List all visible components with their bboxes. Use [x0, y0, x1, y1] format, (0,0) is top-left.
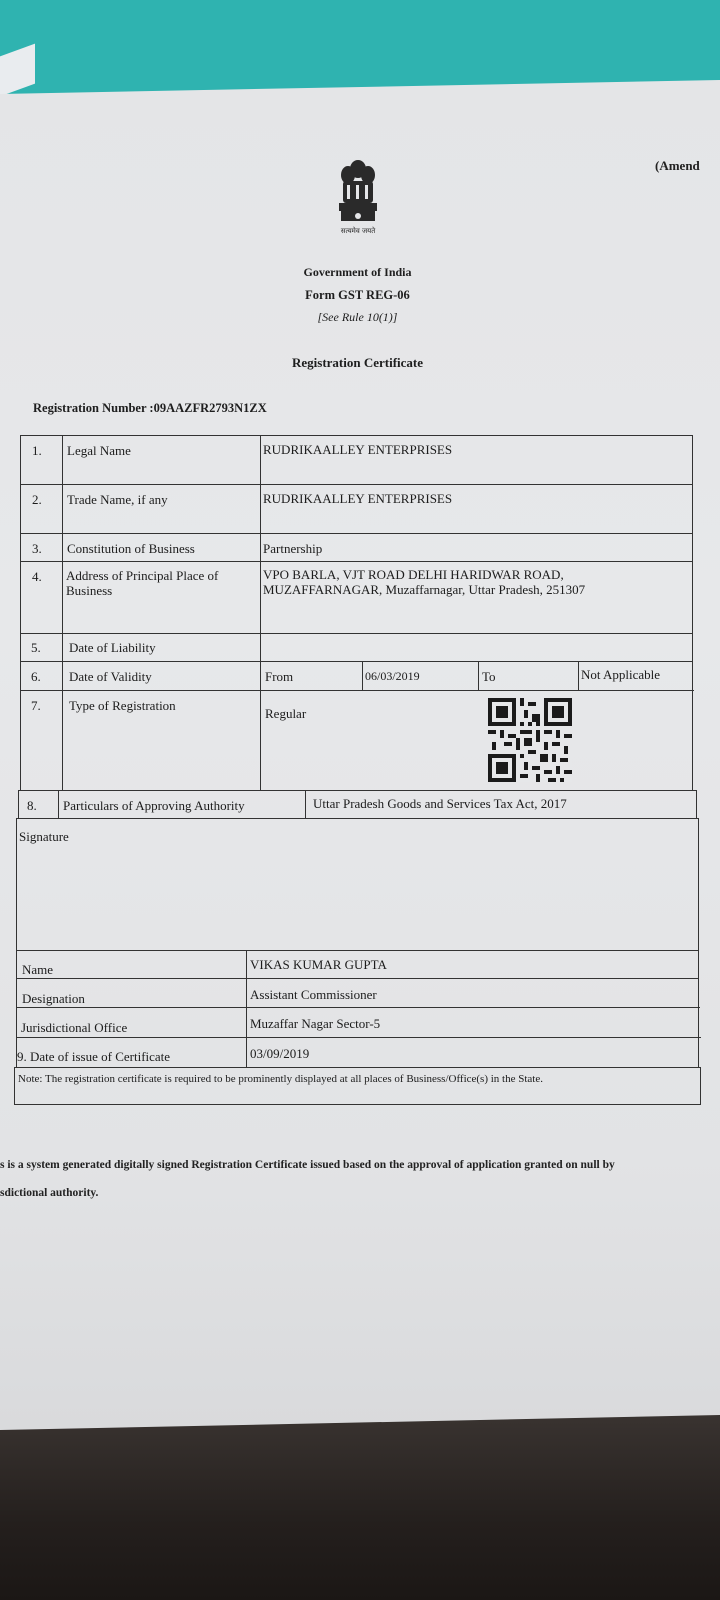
background-surface-top: [0, 0, 720, 95]
amend-text: (Amend: [655, 158, 700, 173]
row-8-number: 8.: [27, 798, 37, 813]
issue-date-label: 9. Date of issue of Certificate: [17, 1049, 171, 1064]
validity-from-label: From: [265, 669, 294, 684]
approving-authority-value: Uttar Pradesh Goods and Services Tax Act, 2017: [313, 796, 567, 811]
address-label-line2: Business: [66, 583, 113, 598]
national-emblem-icon: [333, 155, 383, 235]
trade-name-label: Trade Name, if any: [67, 492, 168, 507]
background-surface-bottom: [0, 1410, 720, 1600]
jurisdictional-office-label: Jurisdictional Office: [21, 1020, 128, 1035]
designation-value: Assistant Commissioner: [250, 987, 377, 1002]
government-heading: Government of India: [303, 265, 412, 279]
officer-name-label: Name: [22, 962, 54, 977]
row-2-number: 2.: [32, 492, 42, 507]
address-value-line2: MUZAFFARNAGAR, Muzaffarnagar, Uttar Pradesh, 251307: [263, 582, 586, 597]
form-heading: Form GST REG-06: [305, 288, 410, 302]
qr-code-icon: [488, 698, 572, 782]
validity-from-value: 06/03/2019: [365, 669, 420, 683]
system-generated-note-line1: s is a system generated digitally signed Registration Certificate issued based on the approval of application granted on null by: [0, 1159, 615, 1171]
legal-name-value: RUDRIKAALLEY ENTERPRISES: [263, 442, 453, 457]
jurisdictional-office-value: Muzaffar Nagar Sector-5: [250, 1016, 381, 1031]
liability-label: Date of Liability: [69, 640, 156, 655]
row-4-number: 4.: [32, 569, 42, 584]
certificate-document: [0, 80, 720, 1430]
display-note: Note: The registration certificate is required to be prominently displayed at all places of Business/Office(s) in the State.: [18, 1073, 543, 1085]
registration-number: Registration Number :09AAZFR2793N1ZX: [33, 401, 267, 415]
address-label-line1: Address of Principal Place of: [66, 568, 219, 583]
constitution-value: Partnership: [263, 541, 323, 556]
designation-label: Designation: [22, 991, 85, 1006]
registration-type-label: Type of Registration: [69, 698, 176, 713]
rule-reference: [See Rule 10(1)]: [317, 310, 398, 324]
address-value-line1: VPO BARLA, VJT ROAD DELHI HARIDWAR ROAD,: [263, 567, 564, 582]
registration-type-value: Regular: [265, 706, 307, 721]
row-5-number: 5.: [31, 640, 41, 655]
row-3-number: 3.: [32, 541, 42, 556]
approving-authority-label: Particulars of Approving Authority: [63, 798, 245, 813]
emblem-motto: सत्यमेव जयते: [340, 227, 376, 235]
validity-to-label: To: [482, 669, 496, 684]
row-1-number: 1.: [32, 443, 42, 458]
legal-name-label: Legal Name: [67, 443, 131, 458]
trade-name-value: RUDRIKAALLEY ENTERPRISES: [263, 491, 453, 506]
validity-to-value: Not Applicable: [581, 667, 661, 682]
officer-name-value: VIKAS KUMAR GUPTA: [250, 957, 387, 972]
validity-label: Date of Validity: [69, 669, 152, 684]
system-generated-note-line2: sdictional authority.: [0, 1187, 99, 1199]
row-6-number: 6.: [31, 669, 41, 684]
certificate-title: Registration Certificate: [291, 355, 424, 370]
constitution-label: Constitution of Business: [67, 541, 195, 556]
issue-date-value: 03/09/2019: [250, 1046, 310, 1061]
row-7-number: 7.: [31, 698, 41, 713]
signature-label: Signature: [19, 829, 69, 844]
